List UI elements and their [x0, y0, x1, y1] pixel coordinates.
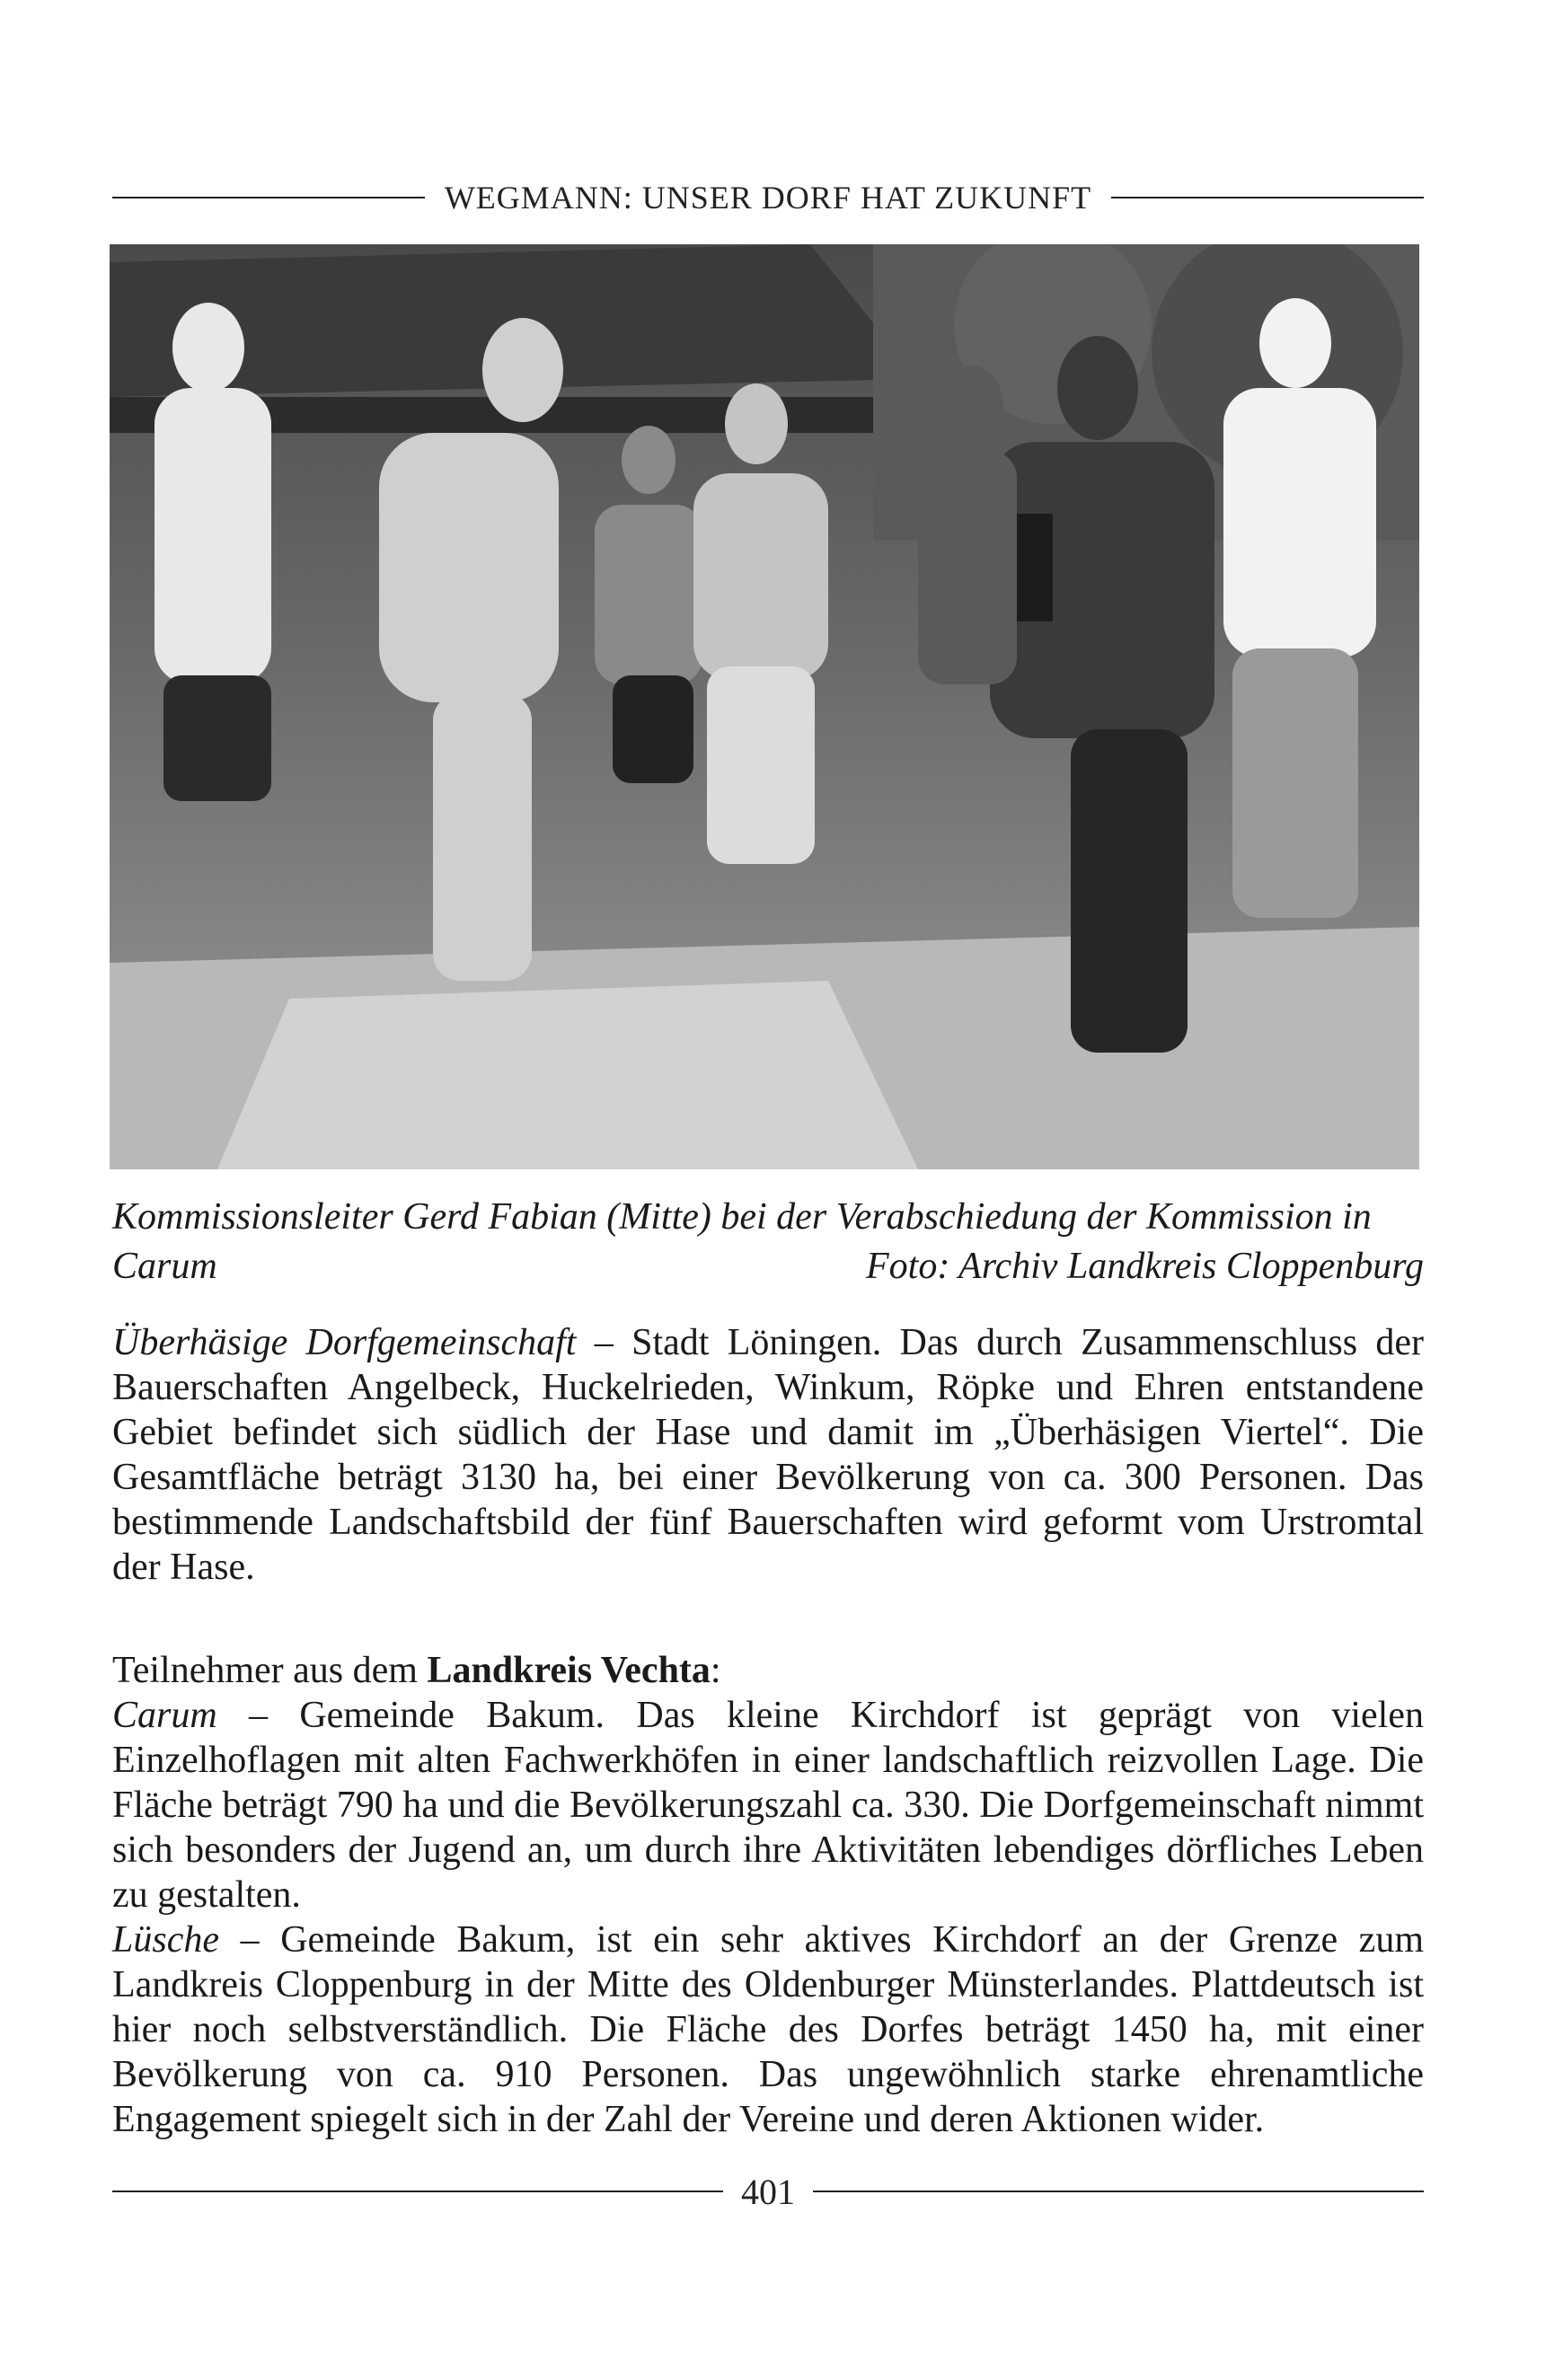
- header-rule-left: [112, 197, 425, 198]
- entry-name-luesche: Lüsche: [112, 1919, 219, 1961]
- caption-line-2: [112, 1242, 1424, 1291]
- footer-rule-left: [112, 2190, 723, 2192]
- footer-rule-right: [813, 2190, 1424, 2192]
- page-footer: [112, 2169, 1424, 2214]
- photo-image-icon: [110, 244, 1419, 1169]
- vechta-suffix: :: [710, 1650, 721, 1691]
- paragraph-vechta-heading: [112, 1648, 1424, 1693]
- paragraph-carum: [112, 1693, 1424, 1917]
- running-header: [112, 178, 1424, 217]
- photo-credit: Foto: Archiv Landkreis Cloppenburg: [866, 1246, 1424, 1287]
- entry-text-ueberhaesige: – Stadt Löningen. Das durch Zusammenschluss der Bauerschaften Angelbeck, Huckelrieden, Winkum, Röpke und Ehren entstandene Gebiet befindet sich südlich der Hase und damit im „Überhäsigen Viertel“. Die Gesamtfläche beträgt 3130 ha, bei einer Bevölkerung von ca. 300 Personen. Das bestimmende Landschaftsbild der fünf Bauerschaften wird geformt vom Urstromtal der Hase.: [112, 1322, 1425, 1588]
- vechta-prefix: Teilnehmer aus dem: [112, 1650, 428, 1691]
- header-title: WEGMANN: UNSER DORF HAT ZUKUNFT: [444, 180, 1092, 216]
- entry-text-luesche: – Gemeinde Bakum, ist ein sehr aktives Kirchdorf an der Grenze zum Landkreis Cloppenburg in der Mitte des Oldenburger Münsterlandes. Plattdeutsch ist hier noch selbstverständlich. Die Fläche des Dorfes beträgt 1450 ha, mit einer Bevölkerung von ca. 910 Personen. Das ungewöhnlich starke ehrenamtliche Engagement spiegelt sich in der Zahl der Vereine und deren Aktionen wider.: [112, 1919, 1424, 2140]
- caption-location: Carum: [112, 1246, 217, 1287]
- page-number: 401: [741, 2171, 795, 2212]
- paragraph-gap: [112, 1590, 1424, 1648]
- paragraph-luesche: [112, 1917, 1424, 2142]
- entry-name-ueberhaesige: Überhäsige Dorfgemeinschaft: [112, 1322, 577, 1363]
- vechta-district: Landkreis Vechta: [427, 1650, 711, 1691]
- caption-line-1: [112, 1193, 1424, 1242]
- header-rule-right: [1111, 197, 1424, 198]
- entry-name-carum: Carum: [112, 1695, 217, 1736]
- photo: [110, 244, 1419, 1169]
- body-text: [112, 1320, 1424, 2142]
- paragraph-ueberhaesige: [112, 1320, 1424, 1590]
- entry-text-carum: – Gemeinde Bakum. Das kleine Kirchdorf ist geprägt von vielen Einzelhoflagen mit alten Fachwerkhöfen in einer landschaftlich reizvollen Lage. Die Fläche beträgt 790 ha und die Bevölkerungszahl ca. 330. Die Dorfgemeinschaft nimmt sich besonders der Jugend an, um durch ihre Aktivitäten lebendiges dörfliches Leben zu gestalten.: [112, 1695, 1424, 1916]
- photo-caption: [112, 1193, 1424, 1291]
- caption-text-1: Kommissionsleiter Gerd Fabian (Mitte) bei der Verabschiedung der Kommission in: [112, 1196, 1372, 1238]
